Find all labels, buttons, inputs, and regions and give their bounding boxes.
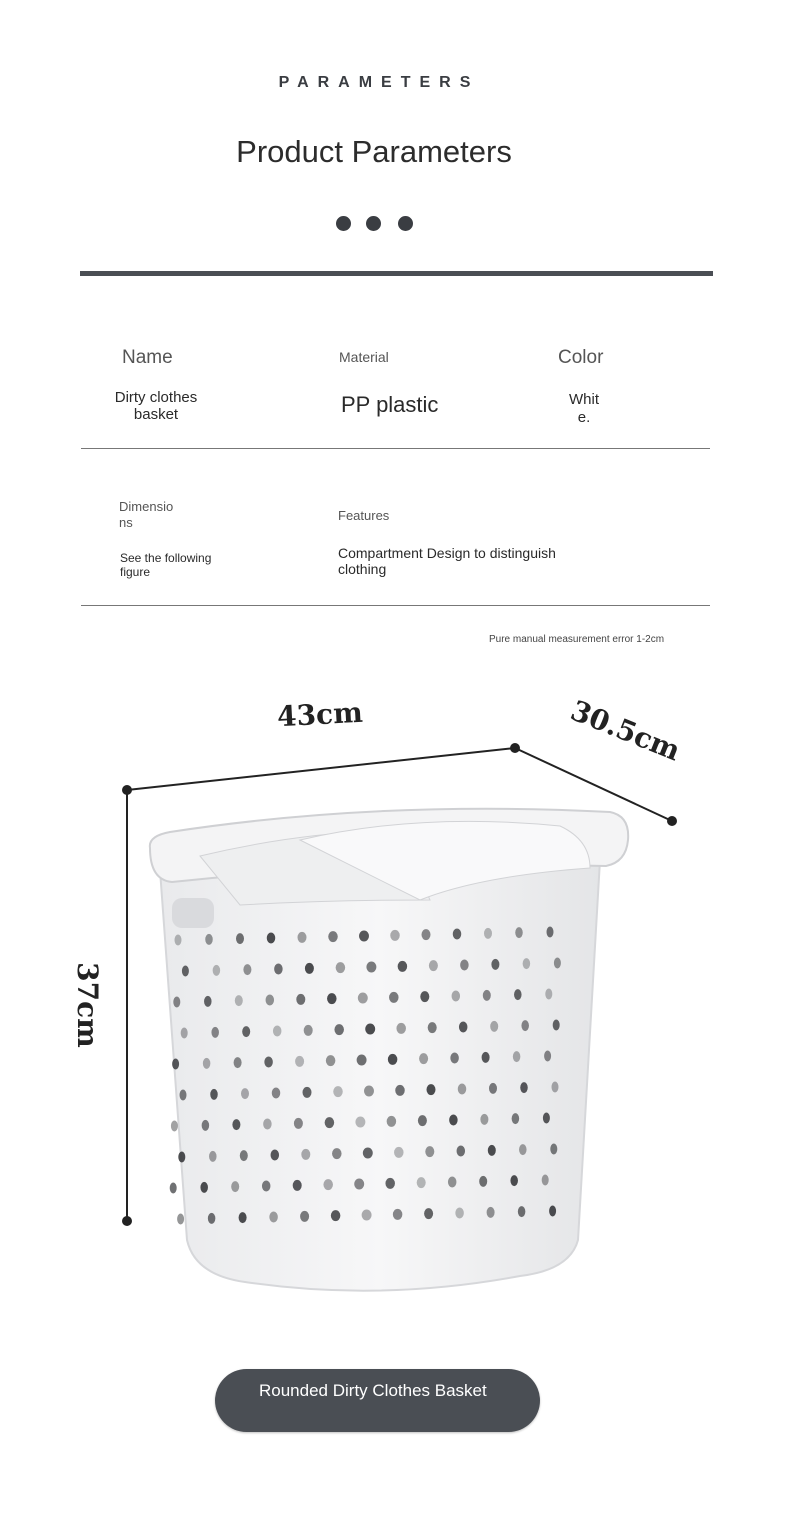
basket-hole — [544, 1051, 551, 1062]
basket-hole — [239, 1212, 247, 1223]
basket-hole — [213, 965, 221, 976]
basket-hole — [549, 1206, 556, 1217]
basket-hole — [295, 1056, 304, 1067]
basket-hole — [425, 1146, 434, 1157]
basket-hole — [273, 1026, 282, 1037]
basket-hole — [266, 995, 275, 1006]
basket-hole — [171, 1121, 178, 1132]
material-label: Material — [339, 349, 389, 365]
basket-hole — [336, 962, 346, 973]
basket-hole — [182, 966, 189, 977]
height-label: 37cm — [71, 962, 104, 1048]
basket-hole — [545, 989, 552, 1000]
dimensions-value: See the following figure — [120, 551, 212, 579]
basket-hole — [450, 1053, 459, 1064]
basket-hole — [385, 1178, 395, 1189]
basket-hole — [172, 1059, 179, 1070]
basket-hole — [512, 1113, 520, 1124]
basket-hole — [418, 1115, 427, 1126]
basket-hole — [452, 991, 461, 1002]
basket-hole — [515, 927, 523, 938]
color-value: White. — [569, 391, 599, 426]
basket-hole — [518, 1206, 526, 1217]
basket-hole — [482, 1052, 490, 1063]
basket-hole — [553, 1020, 560, 1031]
basket-hole — [363, 1148, 373, 1159]
basket-hole — [234, 1057, 242, 1068]
basket-hole — [305, 963, 314, 974]
name-value: Dirty clothes basket — [114, 389, 198, 423]
basket-hole — [543, 1113, 550, 1124]
width-label: 30.5cm — [566, 693, 685, 768]
basket-hole — [272, 1088, 281, 1099]
features-label: Features — [338, 508, 390, 523]
badge-text: Rounded Dirty Clothes Basket — [259, 1381, 487, 1400]
basket-hole — [331, 1210, 341, 1221]
basket-hole — [547, 927, 554, 938]
basket-hole — [175, 935, 182, 946]
basket-hole — [173, 997, 180, 1008]
basket-hole — [489, 1083, 497, 1094]
basket-hole — [519, 1144, 527, 1155]
basket-hole — [457, 1146, 466, 1157]
basket-hole — [358, 993, 368, 1004]
product-badge — [215, 1369, 540, 1432]
basket-hole — [210, 1089, 218, 1100]
dimensions-label: Dimensions — [119, 499, 174, 530]
basket-hole — [395, 1085, 405, 1096]
basket-hole — [393, 1209, 403, 1220]
basket-hole — [263, 1119, 272, 1130]
basket-hole — [180, 1090, 187, 1101]
basket-hole — [357, 1055, 367, 1066]
basket-hole — [480, 1114, 488, 1125]
basket-hole — [491, 959, 499, 970]
basket-hole — [304, 1025, 313, 1036]
basket-hole — [203, 1058, 211, 1069]
basket-hole — [552, 1082, 559, 1093]
basket-hole — [389, 992, 399, 1003]
basket-hole — [422, 929, 431, 940]
basket-hole — [428, 1022, 437, 1033]
basket-hole — [303, 1087, 312, 1098]
name-label: Name — [122, 347, 173, 368]
basket-hole — [170, 1183, 177, 1194]
basket-hole — [333, 1086, 343, 1097]
basket-hole — [510, 1175, 518, 1186]
basket-hole — [550, 1144, 557, 1155]
basket-hole — [232, 1119, 240, 1130]
basket-hole — [326, 1055, 336, 1066]
basket-hole — [269, 1212, 278, 1223]
basket-hole — [455, 1208, 464, 1219]
basket-hole — [325, 1117, 335, 1128]
basket-hole — [332, 1148, 342, 1159]
basket-hole — [204, 996, 212, 1007]
basket-hole — [241, 1088, 249, 1099]
basket-hole — [419, 1053, 428, 1064]
basket-hole — [396, 1023, 406, 1034]
basket-hole — [366, 962, 376, 973]
basket-hole — [235, 995, 243, 1006]
basket-hole — [479, 1176, 487, 1187]
basket-hole — [298, 932, 307, 943]
basket-hole — [484, 928, 492, 939]
basket-hole — [205, 934, 213, 945]
basket-hole — [300, 1211, 309, 1222]
basket-hole — [262, 1181, 271, 1192]
basket-hole — [240, 1150, 248, 1161]
color-label: Color — [558, 347, 604, 368]
basket-hole — [453, 929, 462, 940]
basket-hole — [554, 958, 561, 969]
basket-hole — [301, 1149, 310, 1160]
basket-hole — [211, 1027, 219, 1038]
basket-hole — [394, 1147, 404, 1158]
basket-hole — [236, 933, 244, 944]
basket-hole — [458, 1084, 467, 1095]
basket-hole — [296, 994, 305, 1005]
basket-hole — [449, 1115, 458, 1126]
basket-hole — [231, 1181, 239, 1192]
basket-hole — [488, 1145, 496, 1156]
basket-hole — [274, 964, 283, 975]
basket-hole — [267, 933, 276, 944]
basket-hole — [460, 960, 469, 971]
basket-hole — [398, 961, 408, 972]
basket-hole — [390, 930, 400, 941]
basket-hole — [202, 1120, 210, 1131]
basket-hole — [323, 1179, 333, 1190]
basket-hole — [520, 1082, 528, 1093]
features-value: Compartment Design to distinguish clothing — [338, 545, 556, 577]
basket-hole — [487, 1207, 495, 1218]
basket-hole — [209, 1151, 217, 1162]
basket-hole — [514, 989, 522, 1000]
basket-hole — [208, 1213, 216, 1224]
page-title: Product Parameters — [236, 134, 512, 169]
basket-hole — [181, 1028, 188, 1039]
length-label: 43cm — [276, 695, 364, 734]
handle-cutout — [172, 898, 214, 928]
basket-hole — [513, 1051, 521, 1062]
basket-hole — [355, 1117, 365, 1128]
basket-hole — [483, 990, 491, 1001]
basket-hole — [271, 1150, 280, 1161]
basket-hole — [424, 1208, 433, 1219]
basket-hole — [294, 1118, 303, 1129]
basket-hole — [293, 1180, 302, 1191]
basket-hole — [178, 1152, 185, 1163]
material-value: PP plastic — [341, 392, 439, 417]
basket-hole — [242, 1026, 250, 1037]
basket-hole — [200, 1182, 208, 1193]
basket-hole — [521, 1020, 529, 1031]
basket-hole — [354, 1179, 364, 1190]
basket-hole — [417, 1177, 426, 1188]
basket-hole — [264, 1057, 273, 1068]
basket-hole — [388, 1054, 398, 1065]
basket-hole — [448, 1177, 457, 1188]
section-eyebrow: PARAMETERS — [278, 74, 480, 91]
basket-hole — [328, 931, 338, 942]
basket-hole — [459, 1022, 468, 1033]
basket-hole — [523, 958, 531, 969]
basket-hole — [420, 991, 429, 1002]
basket-illustration — [150, 809, 628, 1291]
basket-hole — [365, 1024, 375, 1035]
basket-hole — [327, 993, 337, 1004]
measurement-note: Pure manual measurement error 1-2cm — [489, 634, 665, 645]
basket-hole — [362, 1210, 372, 1221]
basket-hole — [334, 1024, 344, 1035]
basket-hole — [243, 964, 251, 975]
basket-hole — [429, 960, 438, 971]
basket-hole — [387, 1116, 397, 1127]
basket-hole — [490, 1021, 498, 1032]
basket-hole — [364, 1086, 374, 1097]
basket-hole — [427, 1084, 436, 1095]
length-line — [127, 748, 515, 790]
basket-hole — [177, 1214, 184, 1225]
basket-hole — [542, 1175, 549, 1186]
basket-hole — [359, 931, 369, 942]
